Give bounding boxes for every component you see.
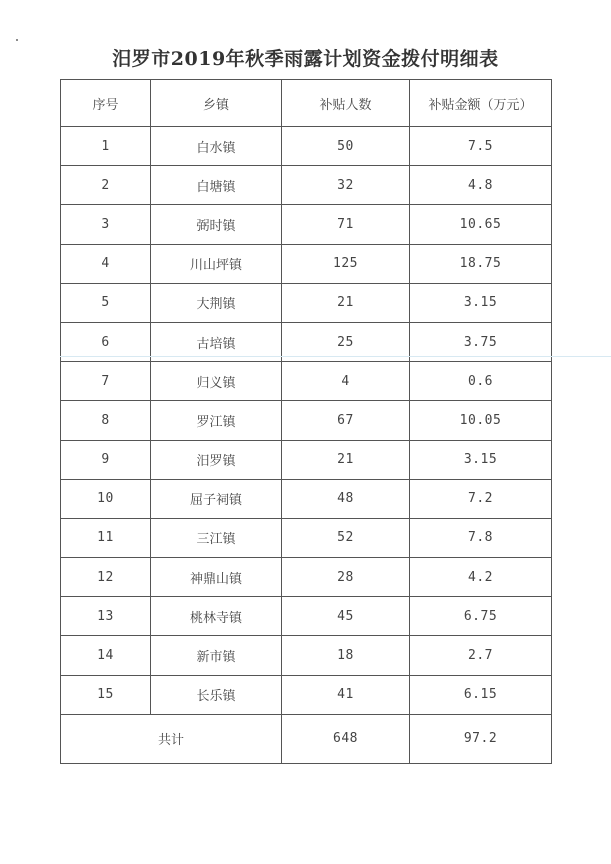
cell-people: 125 [282,244,410,283]
cell-no: 12 [61,558,151,597]
cell-people: 67 [282,401,410,440]
scan-artifact-line [60,356,611,357]
header-town: 乡镇 [151,80,282,127]
table-row [61,362,552,401]
cell-no: 4 [61,244,151,283]
header-no: 序号 [61,80,151,127]
cell-amount: 7.2 [410,479,552,518]
header-people: 补贴人数 [282,80,410,127]
cell-amount: 3.15 [410,283,552,322]
cell-people: 18 [282,636,410,675]
cell-no: 6 [61,322,151,361]
cell-town: 神鼎山镇 [151,558,282,597]
scan-speck [16,39,18,41]
cell-town: 新市镇 [151,636,282,675]
page-title: 汨罗市2019年秋季雨露计划资金拨付明细表 [112,48,499,70]
total-amount: 97.2 [410,714,552,763]
cell-no: 13 [61,597,151,636]
allocation-table [60,79,552,764]
cell-town: 汨罗镇 [151,440,282,479]
table-total-row [61,714,552,763]
cell-people: 45 [282,597,410,636]
table-row [61,166,552,205]
cell-people: 4 [282,362,410,401]
cell-amount: 0.6 [410,362,552,401]
cell-people: 32 [282,166,410,205]
cell-no: 5 [61,283,151,322]
table-row [61,127,552,166]
cell-no: 11 [61,518,151,557]
cell-town: 弼时镇 [151,205,282,244]
table-row [61,205,552,244]
cell-no: 15 [61,675,151,714]
cell-people: 50 [282,127,410,166]
table-row [61,558,552,597]
table-row [61,440,552,479]
cell-town: 桃林寺镇 [151,597,282,636]
cell-people: 21 [282,283,410,322]
cell-amount: 6.15 [410,675,552,714]
cell-town: 三江镇 [151,518,282,557]
cell-no: 14 [61,636,151,675]
cell-town: 大荆镇 [151,283,282,322]
cell-no: 2 [61,166,151,205]
cell-town: 白水镇 [151,127,282,166]
cell-no: 1 [61,127,151,166]
cell-people: 48 [282,479,410,518]
cell-amount: 6.75 [410,597,552,636]
cell-town: 罗江镇 [151,401,282,440]
table-row [61,479,552,518]
table-row [61,636,552,675]
cell-town: 归义镇 [151,362,282,401]
total-label: 共计 [61,714,282,763]
table-header-row [61,80,552,127]
cell-town: 川山坪镇 [151,244,282,283]
total-people: 648 [282,714,410,763]
cell-amount: 4.8 [410,166,552,205]
cell-amount: 7.8 [410,518,552,557]
cell-no: 3 [61,205,151,244]
cell-amount: 18.75 [410,244,552,283]
table-row [61,518,552,557]
table-row [61,283,552,322]
header-amount: 补贴金额（万元） [410,80,552,127]
cell-town: 古培镇 [151,322,282,361]
cell-people: 41 [282,675,410,714]
table-row [61,244,552,283]
cell-people: 71 [282,205,410,244]
cell-no: 9 [61,440,151,479]
cell-amount: 2.7 [410,636,552,675]
cell-amount: 10.65 [410,205,552,244]
cell-no: 10 [61,479,151,518]
cell-people: 25 [282,322,410,361]
cell-amount: 3.15 [410,440,552,479]
table-row [61,597,552,636]
cell-no: 8 [61,401,151,440]
cell-people: 21 [282,440,410,479]
cell-amount: 3.75 [410,322,552,361]
cell-people: 52 [282,518,410,557]
table-row [61,401,552,440]
cell-amount: 7.5 [410,127,552,166]
cell-town: 屈子祠镇 [151,479,282,518]
cell-town: 白塘镇 [151,166,282,205]
cell-amount: 4.2 [410,558,552,597]
cell-no: 7 [61,362,151,401]
cell-town: 长乐镇 [151,675,282,714]
cell-amount: 10.05 [410,401,552,440]
table-row [61,675,552,714]
cell-people: 28 [282,558,410,597]
